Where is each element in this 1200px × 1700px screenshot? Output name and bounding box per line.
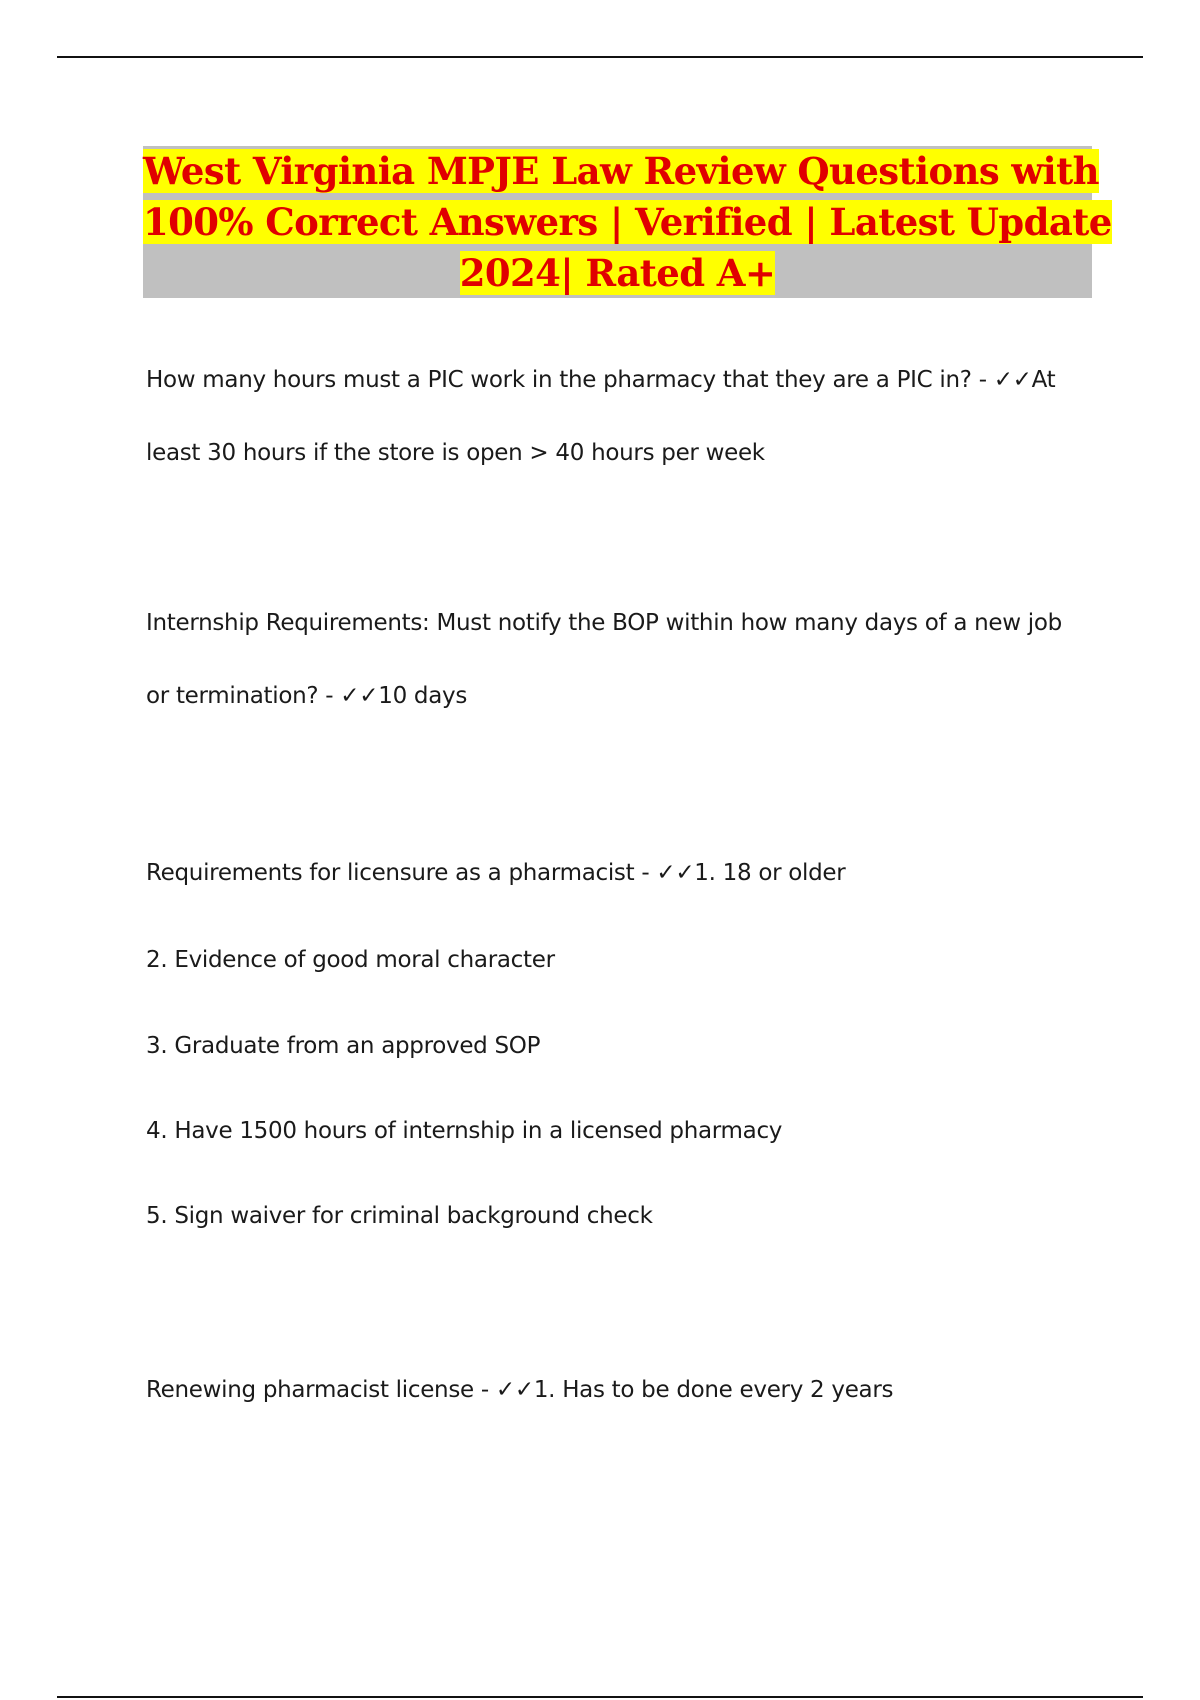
question-licensure-requirements: Requirements for licensure as a pharmacist - ✓✓1. 18 or older xyxy=(146,860,846,886)
header-rule xyxy=(57,56,1143,58)
question-internship-notify: Internship Requirements: Must notify the BOP within how many days of a new job xyxy=(146,610,1062,636)
list-item: 5. Sign waiver for criminal background check xyxy=(146,1203,653,1229)
list-item: 3. Graduate from an approved SOP xyxy=(146,1033,541,1059)
title-line: 2024| Rated A+ xyxy=(459,251,776,295)
list-item: 4. Have 1500 hours of internship in a licensed pharmacy xyxy=(146,1118,783,1144)
footer-rule xyxy=(57,1696,1143,1698)
question-pic-hours: How many hours must a PIC work in the pharmacy that they are a PIC in? - ✓✓At xyxy=(146,367,1056,393)
answer-internship-notify: or termination? - ✓✓10 days xyxy=(146,683,468,709)
answer-pic-hours: least 30 hours if the store is open > 40 hours per week xyxy=(146,440,765,466)
title-line: West Virginia MPJE Law Review Questions with xyxy=(143,149,1099,193)
list-item: 2. Evidence of good moral character xyxy=(146,947,555,973)
question-renewing-license: Renewing pharmacist license - ✓✓1. Has to be done every 2 years xyxy=(146,1377,894,1403)
title-line: 100% Correct Answers | Verified | Latest Update xyxy=(143,200,1112,244)
document-title xyxy=(143,146,1112,298)
